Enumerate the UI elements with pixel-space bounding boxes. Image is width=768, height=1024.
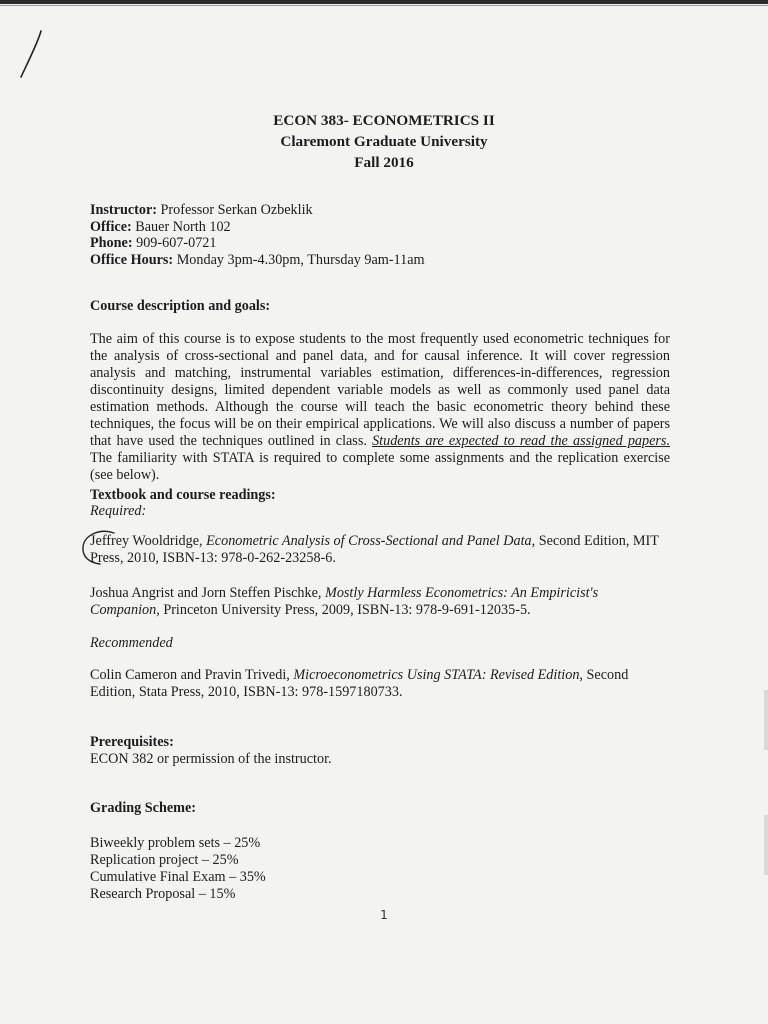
description-emphasis: Students are expected to read the assigned papers. [372,433,670,449]
reading-author: Jeffrey Wooldridge, [90,533,207,549]
phone-label: Phone: [90,235,133,252]
readings-heading: Textbook and course readings: [90,487,276,503]
reading-title: Econometric Analysis of Cross-Sectional and Panel Data [206,533,532,549]
office-hours-line [90,252,670,269]
recommended-label: Recommended [90,635,173,651]
prerequisites-heading: Prerequisites: [90,734,174,750]
reading-item-cameron [90,667,670,701]
description-text: The aim of this course is to expose students to the most frequently used econometric techniques for the analysis of cross-sectional and panel data, and for causal inference. It will cover regression analysis and matching, instrumental variables estimation, differences-in-differences, regression discontinuity designs, limited dependent variable models as well as commonly used panel data estimation methods. Although the course will teach the basic econometric theory behind these techniques, the focus will be on their empirical applications. We will also discuss a number of papers that have used the techniques outlined in class. [90,331,670,449]
instructor-value: Professor Serkan Ozbeklik [156,202,313,218]
reading-author: Joshua Angrist and Jorn Steffen Pischke, [90,585,325,601]
grading-item: Biweekly problem sets – 25% [90,835,261,851]
page-number: 1 [380,908,388,922]
instructor-line [90,202,670,219]
reading-item-wooldridge [90,533,670,567]
course-title: ECON 383- ECONOMETRICS II [273,112,495,129]
document-header [0,110,768,173]
description-paragraph [90,331,670,484]
grading-item: Cumulative Final Exam – 35% [90,869,266,885]
scan-edge-mark [764,815,768,875]
scan-edge-mark [764,690,768,750]
reading-author: Colin Cameron and Pravin Trivedi, [90,667,294,683]
grading-heading: Grading Scheme: [90,800,197,816]
reading-title: Mostly Harmless Econometrics: An Empiricist's Companion, [90,585,599,618]
office-hours-value: Monday 3pm-4.30pm, Thursday 9am-11am [173,251,425,268]
reading-title: Microeconometrics Using STATA: Revised Edition [293,667,580,683]
instructor-label: Instructor: [90,202,157,218]
scan-border-top [0,0,768,4]
reading-item-angrist [90,585,670,619]
reading-details: , Second Edition, MIT Press, 2010, ISBN-13: 978-0-262-23258-6. [90,533,659,566]
scan-border-line [0,5,768,6]
description-heading: Course description and goals: [90,298,271,314]
office-hours-label: Office Hours: [90,251,174,268]
office-line [90,219,670,236]
grading-item: Replication project – 25% [90,852,239,868]
phone-line [90,235,670,252]
reading-details: Princeton University Press, 2009, ISBN-13: 978-9-691-12035-5. [159,602,531,618]
instructor-info [90,202,670,268]
reading-details: , Second Edition, Stata Press, 2010, ISBN-13: 978-1597180733. [90,667,629,700]
university-name: Claremont Graduate University [280,133,488,150]
required-label: Required: [90,503,147,519]
description-text-end: The familiarity with STATA is required to complete some assignments and the replication exercise (see below). [90,450,670,483]
office-label: Office: [90,218,132,235]
pen-slash-mark [14,28,54,80]
grading-list [90,835,670,903]
phone-value: 909-607-0721 [132,235,217,252]
office-value: Bauer North 102 [131,218,231,235]
term: Fall 2016 [354,154,414,171]
grading-item: Research Proposal – 15% [90,886,236,902]
prerequisites-text: ECON 382 or permission of the instructor. [90,751,332,767]
